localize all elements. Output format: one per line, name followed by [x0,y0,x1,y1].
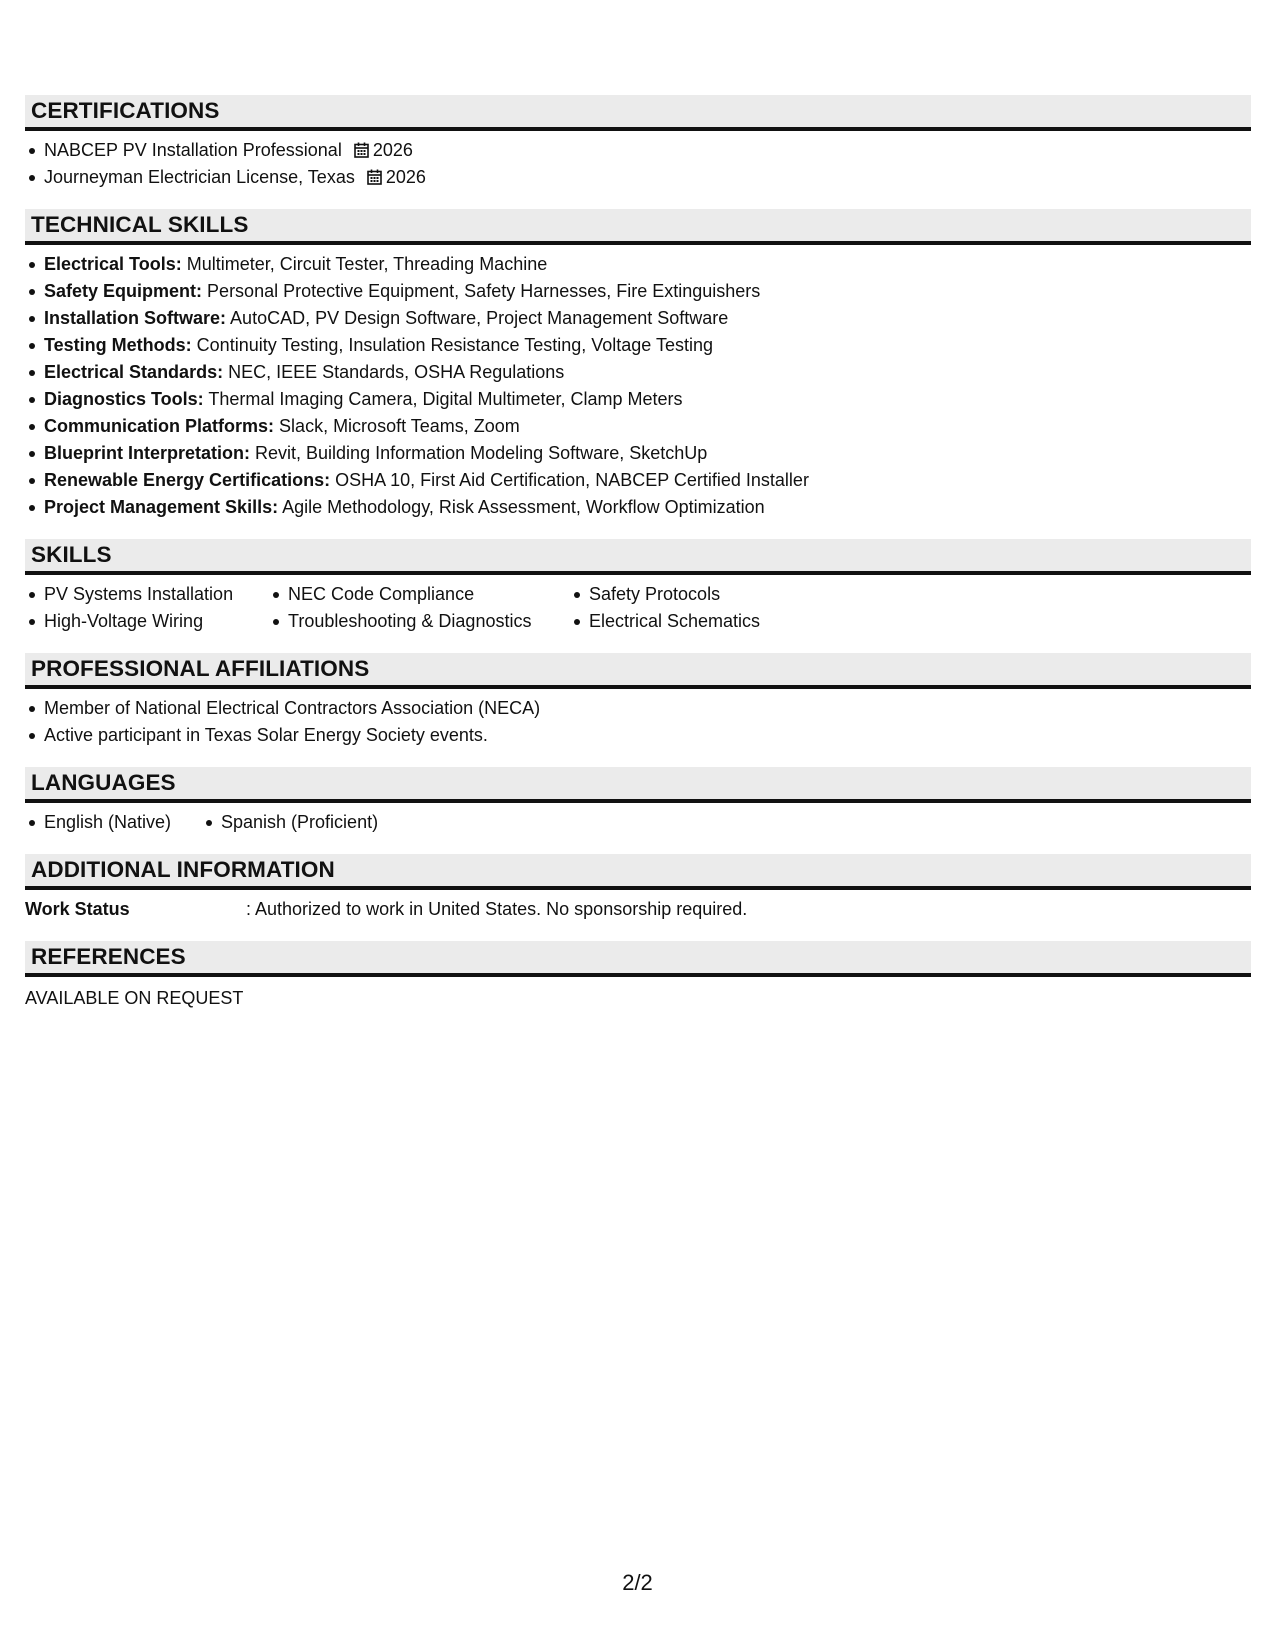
certification-year: 2026 [385,167,426,187]
resume-page [25,95,1251,1030]
references-header [25,941,1251,977]
additional-info-header [25,854,1251,890]
skill-label: Electrical Tools: [44,254,182,274]
skill-value: Thermal Imaging Camera, Digital Multimeter, Clamp Meters [208,389,683,409]
calendar-icon [354,142,369,158]
work-status-label: Work Status [25,899,130,919]
list-item [25,467,1251,494]
skills-column [269,581,570,635]
affiliations-header [25,653,1251,689]
list-item [25,440,1251,467]
certification-name: NABCEP PV Installation Professional [44,140,342,160]
list-item [25,251,1251,278]
skill-label: Electrical Standards: [44,362,224,382]
skill-label: Renewable Energy Certifications: [44,470,331,490]
list-item: Troubleshooting & Diagnostics [269,608,570,635]
skill-value: AutoCAD, PV Design Software, Project Management Software [230,308,729,328]
list-item [25,137,1251,164]
technical-skills-section [25,209,1251,521]
skill-value: Agile Methodology, Risk Assessment, Workflow Optimization [282,497,765,517]
skill-value: Personal Protective Equipment, Safety Harnesses, Fire Extinguishers [207,281,761,301]
list-item [25,359,1251,386]
skill-value: Continuity Testing, Insulation Resistance Testing, Voltage Testing [196,335,713,355]
skill-label: Testing Methods: [44,335,192,355]
section-title: ADDITIONAL INFORMATION [31,857,335,882]
certification-name: Journeyman Electrician License, Texas [44,167,355,187]
languages-section [25,767,1251,836]
skill-value: OSHA 10, First Aid Certification, NABCEP Certified Installer [335,470,809,490]
list-item: Spanish (Proficient) [202,809,378,836]
skill-label: Blueprint Interpretation: [44,443,250,463]
references-text: AVAILABLE ON REQUEST [25,988,244,1008]
languages-row [25,809,1251,836]
additional-info-section [25,854,1251,923]
technical-skills-list [25,251,1251,521]
skills-section [25,539,1251,635]
list-item: Active participant in Texas Solar Energy Society events. [25,722,1251,749]
list-item [25,494,1251,521]
affiliations-list [25,695,1251,749]
list-item [25,278,1251,305]
languages-list [202,809,378,836]
certifications-header [25,95,1251,131]
page-number: 2/2 [622,1570,653,1595]
skills-columns [25,581,1251,635]
affiliations-section [25,653,1251,749]
section-title: CERTIFICATIONS [31,98,220,123]
section-title: TECHNICAL SKILLS [31,212,249,237]
languages-header [25,767,1251,803]
skill-label: Installation Software: [44,308,227,328]
certification-year: 2026 [372,140,413,160]
skill-value: Slack, Microsoft Teams, Zoom [279,416,520,436]
technical-skills-header [25,209,1251,245]
skill-label: Project Management Skills: [44,497,279,517]
list-item: Member of National Electrical Contractors Association (NECA) [25,695,1251,722]
list-item: English (Native) [25,809,202,836]
list-item [25,332,1251,359]
skills-column [570,581,830,635]
list-item: Safety Protocols [570,581,830,608]
skill-label: Safety Equipment: [44,281,203,301]
certifications-section [25,95,1251,191]
skill-value: NEC, IEEE Standards, OSHA Regulations [228,362,565,382]
languages-list [25,809,202,836]
skill-value: Revit, Building Information Modeling Software, SketchUp [255,443,708,463]
section-title: LANGUAGES [31,770,176,795]
work-status-row [25,896,1251,923]
work-status-value: : Authorized to work in United States. No sponsorship required. [246,899,748,919]
section-title: REFERENCES [31,944,186,969]
list-item: Electrical Schematics [570,608,830,635]
skill-label: Communication Platforms: [44,416,275,436]
list-item [25,164,1251,191]
list-item: High-Voltage Wiring [25,608,269,635]
skill-label: Diagnostics Tools: [44,389,204,409]
skill-value: Multimeter, Circuit Tester, Threading Machine [186,254,548,274]
section-title: SKILLS [31,542,112,567]
list-item [25,305,1251,332]
section-title: PROFESSIONAL AFFILIATIONS [31,656,370,681]
skills-header [25,539,1251,575]
list-item [25,386,1251,413]
list-item [25,413,1251,440]
list-item: NEC Code Compliance [269,581,570,608]
skills-column [25,581,269,635]
calendar-icon [367,169,382,185]
certifications-list [25,137,1251,191]
list-item: PV Systems Installation [25,581,269,608]
references-section [25,941,1251,1012]
